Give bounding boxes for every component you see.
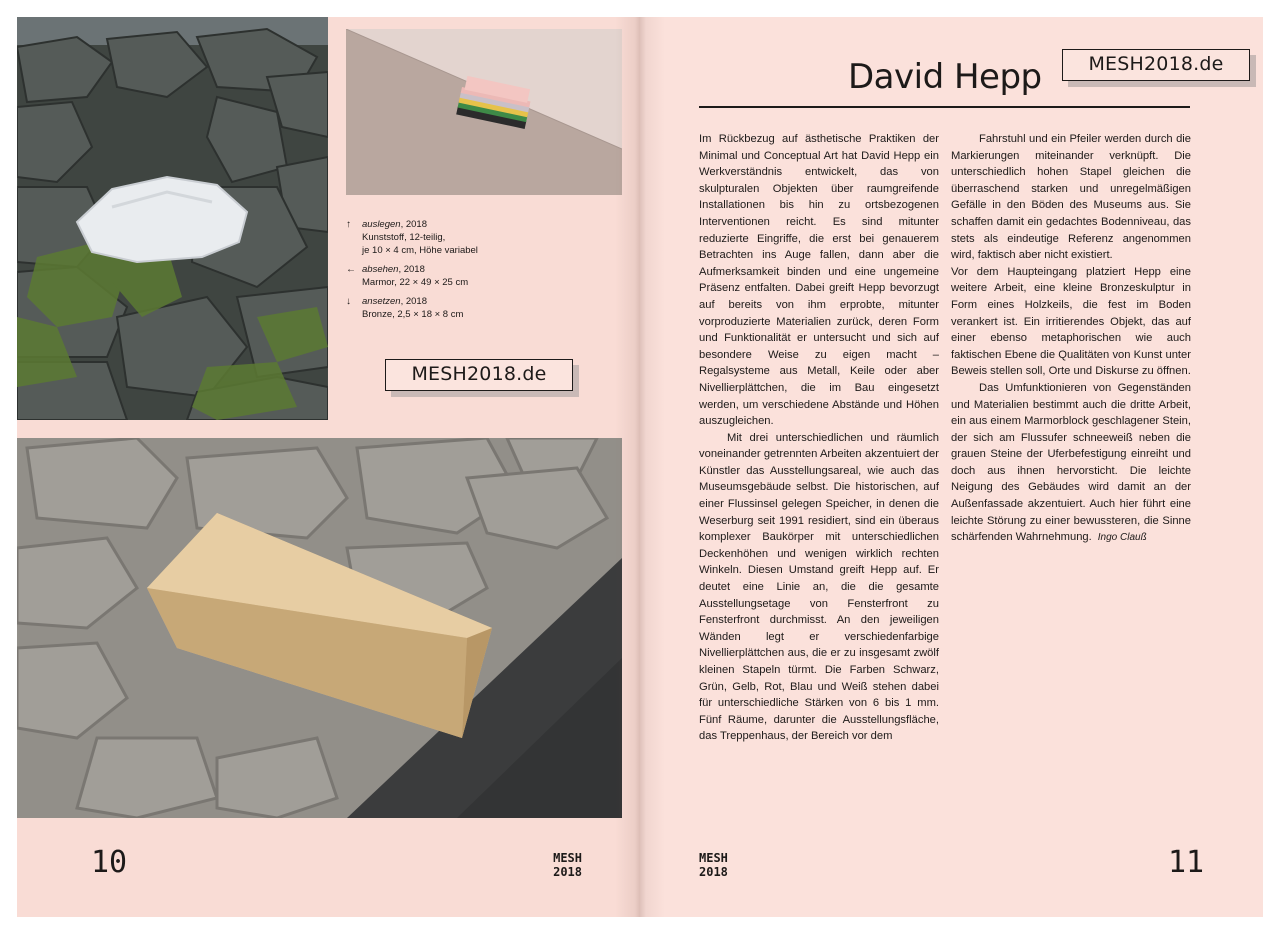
article-column-1 (699, 131, 939, 745)
paragraph: Mit drei unterschiedlichen und räumlich voneinander getrennten Arbeiten akzentuiert der Künstler das Ausstellungsareal, wie auch das Museumsgebäude selbst. Die historischen, auf einer Flussinsel gelegen Speicher, in denen die Weserburg seit 1991 residiert, sind ein überaus komplexer Baukörper mit unterschiedlichen Deckenhöhen und wenigen wirklich rechten Winkeln. Diesen Umstand greift Hepp auf. Er deutet eine Linie an, die die gesamte Ausstellungsetage von Fensterfront zu Fensterfront durchmisst. An den jeweiligen Wänden legt er verschiedenfarbige Nivellierplättchen aus, die er zu insgesamt zwölf kleinen Stapeln türmt. Die Farben Schwarz, Grün, Gelb, Rot, Blau und Weiß stehen dabei für unterschiedliche Stärken von 6 bis 1 mm. Fünf Räume, darunter die Ausstellungsfläche, das Treppenhaus, der Bereich vor dem (699, 431, 939, 743)
article-title: David Hepp (848, 57, 1042, 97)
article-column-2 (951, 131, 1191, 547)
caption-year: , 2018 (400, 296, 427, 307)
left-page (17, 17, 640, 917)
caption-material: Kunststoff, 12-teilig, (362, 232, 446, 243)
caption-title: auslegen (362, 219, 401, 230)
footer-mesh-label: MESH (699, 851, 728, 865)
caption-title: ansetzen (362, 296, 401, 307)
footer-mesh-mark (699, 851, 728, 879)
mesh-website-badge[interactable]: MESH2018.de (385, 359, 573, 391)
paragraph-last (951, 380, 1191, 547)
title-rule (699, 106, 1190, 108)
arrow-up-icon: ↑ (346, 219, 351, 230)
caption-item (346, 218, 586, 257)
caption-item (346, 295, 586, 321)
page-number: 11 (1168, 845, 1205, 880)
paragraph: Vor dem Haupteingang platziert Hepp eine weitere Arbeit, eine kleine Bronzeskulptur in Form eines Holzkeils, die fest im Boden verankert ist. Ein irritierendes Objekt, das auf einer ebenso metaphorischen wie auch faktischen Ebene die Qualitäten von Kunst unter Beweis stellen soll, Orte und Diskurse zu öffnen. (951, 265, 1191, 378)
magazine-spread (17, 17, 1263, 917)
paragraph: Im Rückbezug auf ästhetische Praktiken der Minimal und Conceptual Art hat David Hepp ein Werkverständnis entwickelt, das von skulpturalen Objekten über raumgreifende Installationen bis hin zu ortsbezogenen Interventionen reicht. Es sind mitunter reduzierte Eingriffe, die erst bei genauerem Betrachten ins Auge fallen, dann aber die Aufmerksamkeit binden und eine ungemeine Präsenz entfalten. Dabei greift Hepp bevorzugt auf bereits von ihm erprobte, mitunter vorproduzierte Materialien zurück, deren Form und Funktionalität er untersucht und sich auf besondere Weise zu eigen macht – Regalsysteme aus Metall, Keile oder aber Nivellierplättchen, die im Bau eingesetzt werden, um verschiedene Abstände und Höhen auszugleichen. (699, 133, 939, 428)
photo-bronze-wedge-on-pavement (17, 438, 622, 818)
photo-leveling-plate-stack (346, 29, 622, 195)
footer-year-label: 2018 (699, 865, 728, 879)
caption-material: Marmor, 22 × 49 × 25 cm (362, 277, 469, 288)
arrow-left-icon: ← (346, 264, 356, 275)
caption-dimensions: je 10 × 4 cm, Höhe variabel (362, 245, 478, 256)
photo-captions (346, 218, 586, 327)
footer-mesh-label: MESH (553, 851, 582, 865)
footer-year-label: 2018 (553, 865, 582, 879)
page-number: 10 (91, 845, 128, 880)
caption-material: Bronze, 2,5 × 18 × 8 cm (362, 309, 464, 320)
photo-white-stone-on-rocks (17, 17, 328, 420)
footer-mesh-mark (522, 851, 582, 879)
mesh-website-badge[interactable]: MESH2018.de (1062, 49, 1250, 81)
paragraph: Fahrstuhl und ein Pfeiler werden durch die Markierungen miteinander verknüpft. Die unterschiedlich hohen Stapel gleichen die überraschend starken und unregelmäßigen Gefälle in den Böden des Museums aus. Sie schaffen damit ein gedachtes Bodenniveau, das stets als eindeutige Referenz angenommen wird, faktisch aber nicht existiert. (951, 133, 1191, 262)
article-author: Ingo Clauß (1097, 532, 1147, 544)
caption-year: , 2018 (400, 219, 427, 230)
caption-item (346, 263, 586, 289)
caption-year: , 2018 (398, 264, 425, 275)
caption-title: absehen (362, 264, 399, 275)
right-page (640, 17, 1263, 917)
paragraph-text: Das Umfunktionieren von Gegenständen und Materialien bestimmt auch die dritte Arbeit, ein aus einem Marmorblock geschlagener Stein, der sich am Flussufer schneeweiß neben die grauen Steine der Uferbefestigung einreiht und doch aus ihnen hervorsticht. Die leichte Neigung des Gebäudes wird damit an der Außenfassade akzentuiert. Auch hier führt eine leichte Störung zu einer bewussteren, die Sinne schärfenden Wahrnehmung. (951, 381, 1191, 544)
arrow-down-icon: ↓ (346, 296, 351, 307)
